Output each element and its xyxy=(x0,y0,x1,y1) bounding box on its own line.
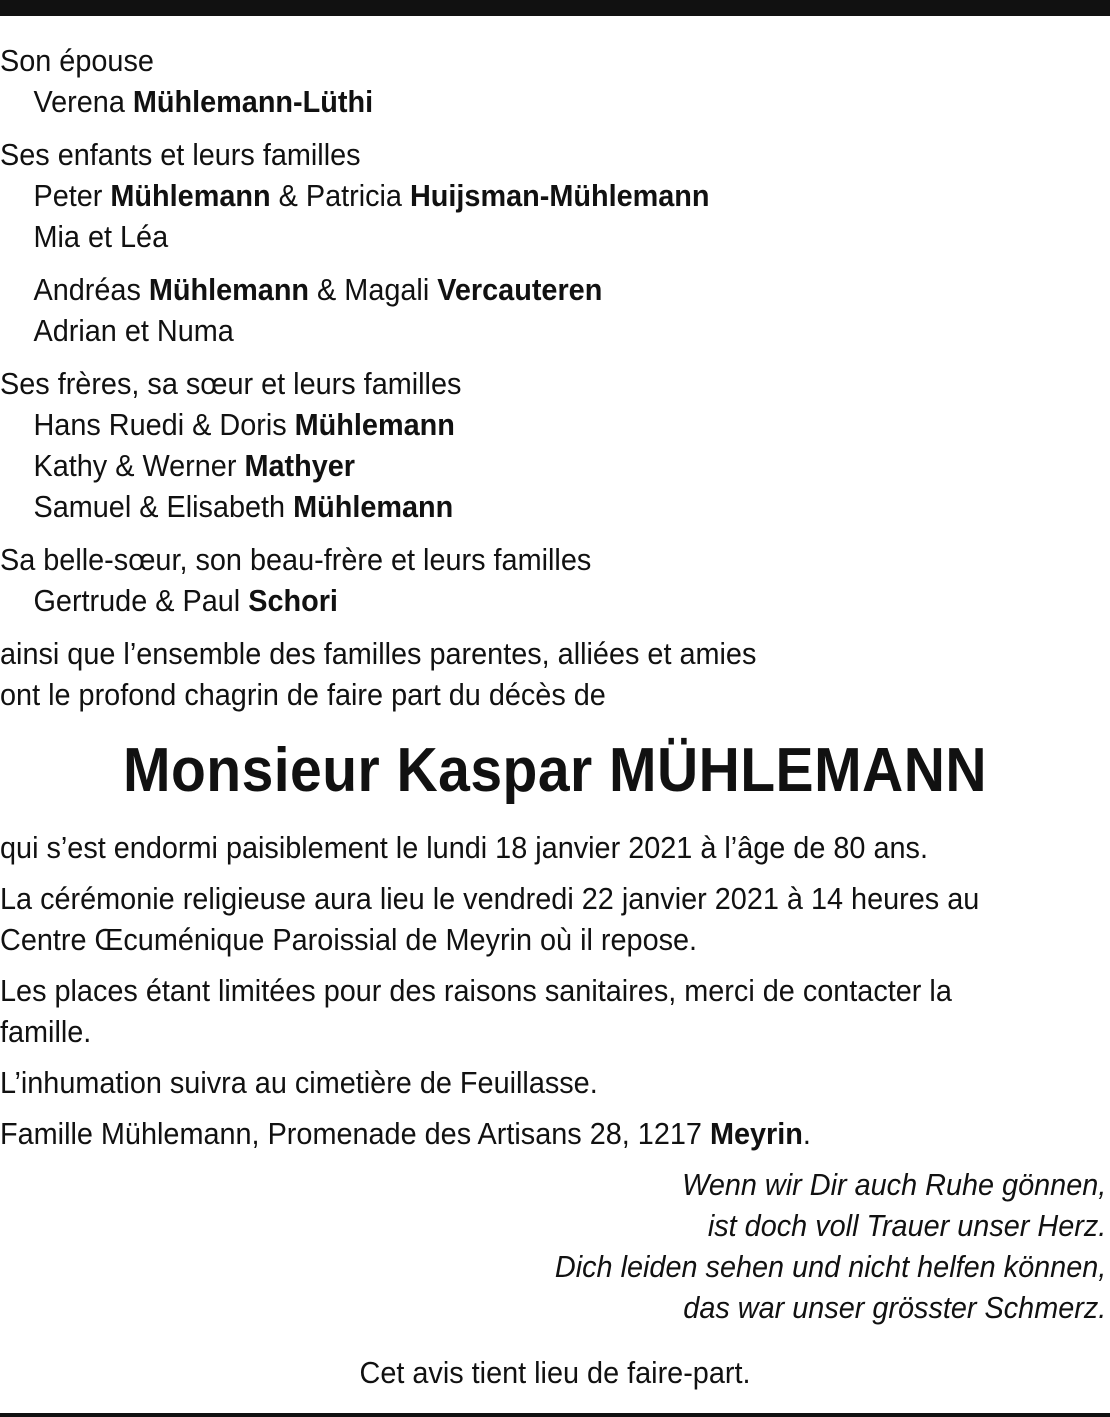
memorial-poem xyxy=(0,1164,1110,1328)
poem-line: das war unser grösster Schmerz. xyxy=(683,1290,1107,1325)
spouse-name: Verena Mühlemann-Lüthi xyxy=(33,84,374,119)
announcement-line-2: ont le profond chagrin de faire part du décès de xyxy=(0,677,606,712)
grandchildren-1: Mia et Léa xyxy=(33,219,169,254)
top-rule xyxy=(0,0,1110,16)
inlaws-heading: Sa belle-sœur, son beau-frère et leurs familles xyxy=(0,542,592,577)
spouse-heading: Son épouse xyxy=(0,43,154,78)
sibling-1: Hans Ruedi & Doris Mühlemann xyxy=(33,407,455,442)
sibling-2: Kathy & Werner Mathyer xyxy=(33,448,356,483)
bottom-rule xyxy=(0,1413,1110,1417)
places-line-2: famille. xyxy=(0,1014,92,1049)
grandchildren-2: Adrian et Numa xyxy=(33,313,234,348)
ceremony-line-2: Centre Œcuménique Paroissial de Meyrin où il repose. xyxy=(0,922,698,957)
announcement-line-1: ainsi que l’ensemble des familles parentes, alliées et amies xyxy=(0,636,757,671)
poem-line: Wenn wir Dir auch Ruhe gönnen, xyxy=(682,1167,1107,1202)
burial-details: L’inhumation suivra au cimetière de Feuillasse. xyxy=(0,1065,598,1100)
family-address: Famille Mühlemann, Promenade des Artisans 28, 1217 Meyrin. xyxy=(0,1116,811,1151)
poem-line: Dich leiden sehen und nicht helfen können, xyxy=(554,1249,1107,1284)
closing-note: Cet avis tient lieu de faire-part. xyxy=(359,1355,751,1390)
sibling-3: Samuel & Elisabeth Mühlemann xyxy=(33,489,454,524)
poem-line: ist doch voll Trauer unser Herz. xyxy=(707,1208,1107,1243)
inlaw-1: Gertrude & Paul Schori xyxy=(33,583,338,618)
death-details: qui s’est endormi paisiblement le lundi 18 janvier 2021 à l’âge de 80 ans. xyxy=(0,830,928,865)
deceased-name: Monsieur Kaspar MÜHLEMANN xyxy=(122,736,987,805)
obituary-notice xyxy=(0,40,1110,1393)
ceremony-line-1: La cérémonie religieuse aura lieu le vendredi 22 janvier 2021 à 14 heures au xyxy=(0,881,980,916)
children-heading: Ses enfants et leurs familles xyxy=(0,137,361,172)
siblings-heading: Ses frères, sa sœur et leurs familles xyxy=(0,366,462,401)
child-family-2: Andréas Mühlemann & Magali Vercauteren xyxy=(33,272,603,307)
child-family-1: Peter Mühlemann & Patricia Huijsman-Mühlemann xyxy=(33,178,710,213)
places-line-1: Les places étant limitées pour des raisons sanitaires, merci de contacter la xyxy=(0,973,952,1008)
